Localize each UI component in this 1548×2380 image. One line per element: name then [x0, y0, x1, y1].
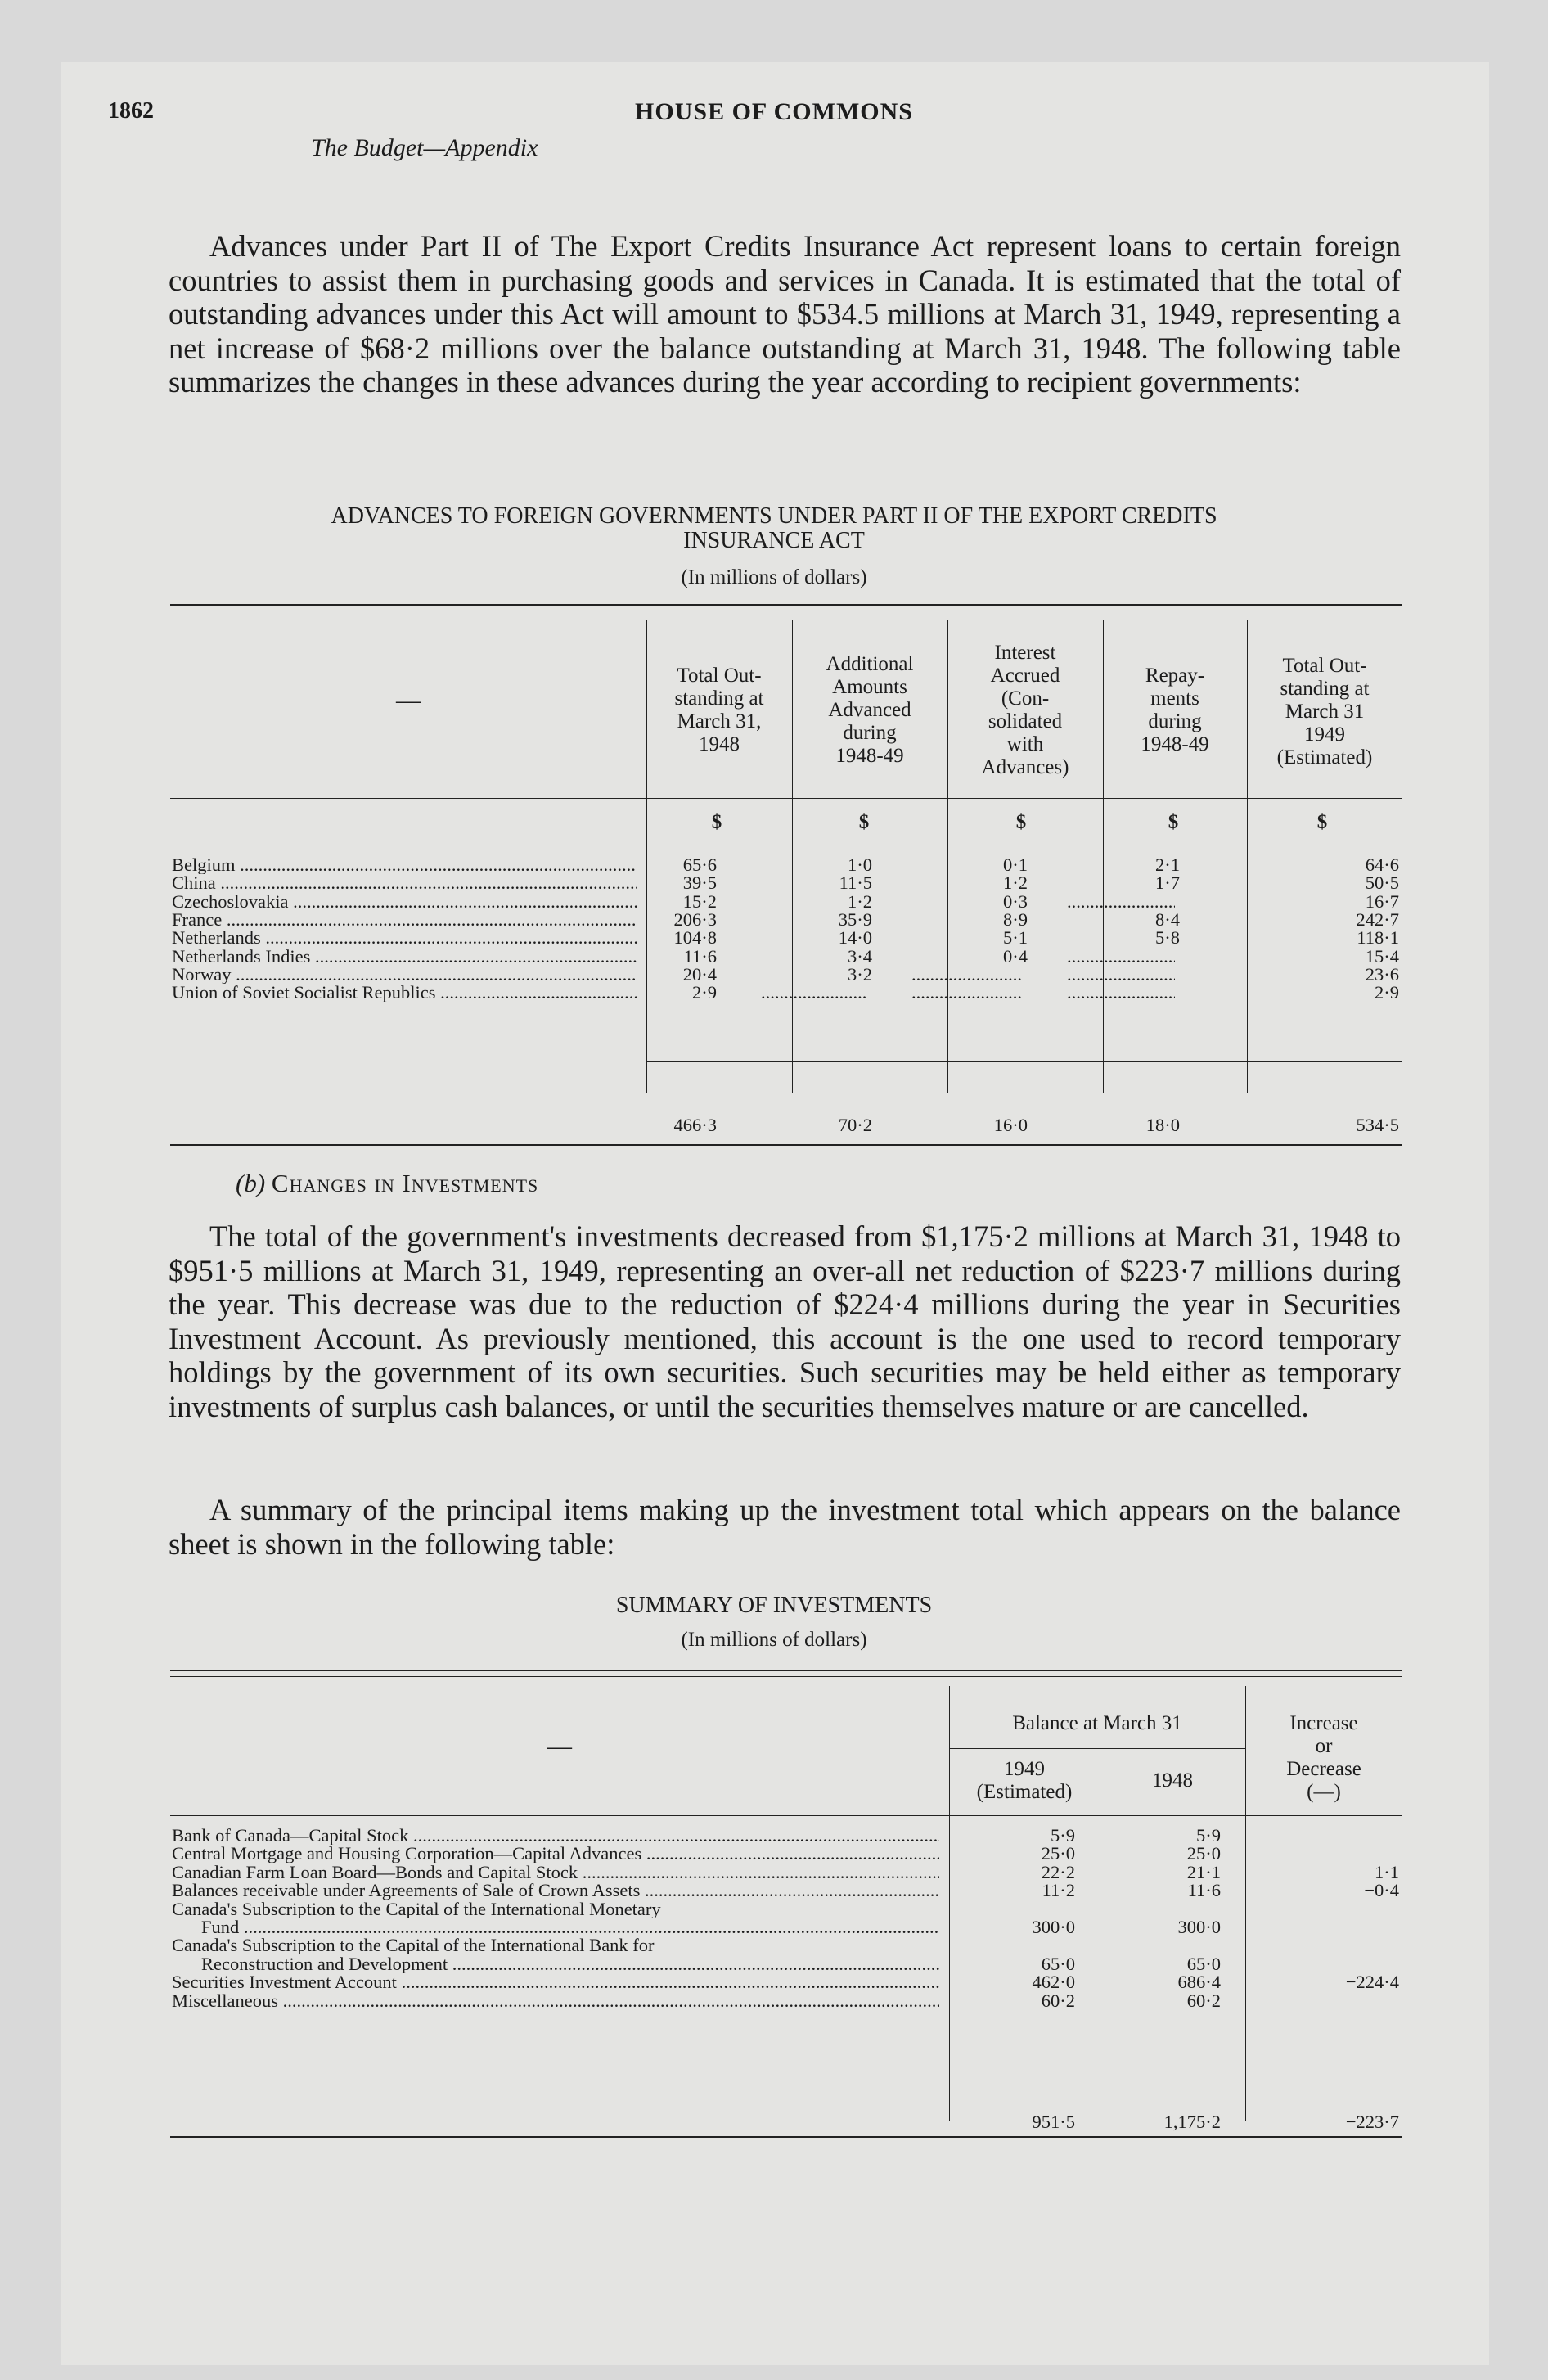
- table1-cell: 64·6: [1365, 854, 1399, 875]
- table1-cell: 206·3: [673, 908, 717, 930]
- table2-row-label: Bank of Canada—Capital Stock .....: [172, 1827, 939, 1845]
- leader-dots: [911, 984, 1023, 1002]
- investments-paragraph: The total of the government's investments decreased from $1,175·2 millions at March 31, 1948 to $951·5 millions at March 31, 1949, representing an over-all net reduction of $223·7 millions during the year. This decrease was due to the reduction of $224·4 millions during the year in Securities Investment Account. As previously mentioned, this account is the one used to record temporary holdings by the government of its own securities. Such securities may be held either as temporary investments of surplus cash balances, or until the securities themselves mature or are cancelled.: [169, 1219, 1401, 1423]
- table2-row-label: Canada's Subscription to the Capital of the International Bank for: [172, 1936, 655, 1955]
- leader-dots: [1067, 966, 1175, 984]
- table1-cell: 15·4: [1365, 945, 1399, 967]
- table2-cell: 1·1: [1375, 1861, 1399, 1882]
- table1-stub-header: —: [396, 687, 421, 714]
- table1-cell: 0·3: [1003, 890, 1028, 912]
- table2-cell: 11·2: [1042, 1880, 1075, 1901]
- table1-currency-row: $ $ $ $ $: [711, 811, 1328, 833]
- table1-cell: 242·7: [1356, 908, 1399, 930]
- table2-cell: 21·1: [1186, 1861, 1221, 1882]
- leader-dots: [1067, 984, 1175, 1002]
- table2-col-1948: 1948: [1152, 1769, 1193, 1792]
- table1-cell: 2·9: [692, 982, 717, 1003]
- table1-row: [172, 856, 1402, 874]
- table2-row: [172, 1992, 1402, 2010]
- table1-col-header-5: Total Out- standing at March 31 1949 (Estimated): [1276, 655, 1373, 769]
- table2-cell: 300·0: [1177, 1917, 1221, 1937]
- table1-row-label: Netherlands Indies .....: [172, 948, 637, 966]
- table2-totals-row: [172, 2113, 1402, 2131]
- table1-cell: 118·1: [1357, 927, 1399, 949]
- table1-cell: 15·2: [682, 890, 717, 912]
- page-subtitle: The Budget—Appendix: [311, 134, 538, 161]
- table2-row-label: Miscellaneous .....: [172, 1992, 939, 2010]
- table2-row-label: Central Mortgage and Housing Corporation—Capital Advances .....: [172, 1845, 939, 1863]
- table1-cell: 8·4: [1155, 908, 1180, 930]
- table1-cell: 5·8: [1155, 927, 1180, 949]
- table1-total-2: 70·2: [838, 1115, 872, 1135]
- table1-col-header-4: Repay- ments during 1948-49: [1141, 665, 1209, 755]
- table2-cell: 65·0: [1186, 1953, 1221, 1974]
- table1-cell: 39·5: [682, 872, 717, 894]
- table1-row-label: Czechoslovakia .....: [172, 893, 637, 911]
- page-title: HOUSE OF COMMONS: [635, 98, 913, 125]
- table2-unit: (In millions of dollars): [681, 1629, 867, 1651]
- table2-row-label: Canadian Farm Loan Board—Bonds and Capital Stock .....: [172, 1864, 939, 1882]
- table2-cell: 25·0: [1041, 1843, 1075, 1864]
- table1-row-label: France .....: [172, 911, 637, 929]
- table1-cell: 2·9: [1375, 982, 1399, 1003]
- table1-cell: 1·0: [848, 854, 872, 875]
- section-b-heading: (b) Changes in Investments: [236, 1169, 539, 1197]
- table1-cell: 2·1: [1155, 854, 1180, 875]
- table1-cell: 3·4: [848, 945, 872, 967]
- table2-row-label-cont: Reconstruction and Development .....: [201, 1955, 939, 1973]
- table1-col-header-3: Interest Accrued (Con- solidated with Advances): [981, 642, 1069, 778]
- table2-total-change: −223·7: [1345, 2112, 1399, 2132]
- leader-dots: [911, 966, 1023, 984]
- table2-row: [172, 1882, 1402, 1900]
- table1-cell: 16·7: [1365, 890, 1399, 912]
- table2-cell: 5·9: [1196, 1825, 1221, 1846]
- table2-group-header: Balance at March 31: [1012, 1712, 1182, 1734]
- table1-row: [172, 929, 1402, 947]
- table1-cell: 23·6: [1365, 963, 1399, 985]
- table1-row-label: Union of Soviet Socialist Republics .....: [172, 984, 637, 1002]
- table1-cell: 104·8: [673, 927, 717, 949]
- table2-cell: 300·0: [1032, 1917, 1075, 1937]
- table1-cell: 8·9: [1003, 908, 1028, 930]
- table2-title: SUMMARY OF INVESTMENTS: [615, 1593, 933, 1618]
- intro-paragraph: Advances under Part II of The Export Credits Insurance Act represent loans to certain foreign countries to assist them in purchasing goods and services in Canada. It is estimated that the total of outstanding advances under this Act will amount to $534.5 millions at March 31, 1949, representing a net increase of $68·2 millions over the balance outstanding at March 31, 1948. The following table summarizes the changes in these advances during the year according to recipient governments:: [169, 229, 1401, 399]
- table2-cell: −224·4: [1345, 1972, 1399, 1993]
- table2-total-1948: 1,175·2: [1163, 2112, 1221, 2132]
- table2-row: [172, 1845, 1402, 1863]
- table2-row-label-cont: Fund .....: [201, 1918, 939, 1936]
- table1-cell: 65·6: [682, 854, 717, 875]
- table2-cell: 462·0: [1032, 1972, 1075, 1993]
- table1-cell: 50·5: [1365, 872, 1399, 894]
- table2-cell: 65·0: [1041, 1953, 1075, 1974]
- table2-row: [172, 1827, 1402, 1845]
- table1-totals-row: [172, 1116, 1402, 1134]
- summary-intro-paragraph: A summary of the principal items making up the investment total which appears on the balance sheet is shown in the following table:: [169, 1493, 1401, 1561]
- table2-cell: 60·2: [1041, 1990, 1075, 2011]
- table2-col-change: Increase or Decrease (—): [1286, 1712, 1361, 1803]
- leader-dots: [761, 984, 867, 1002]
- table1-row-label: Norway .....: [172, 966, 637, 984]
- table1-cell: 3·2: [848, 963, 872, 985]
- table1-cell: 5·1: [1003, 927, 1028, 949]
- table1-row-label: Netherlands .....: [172, 929, 637, 947]
- table1-row-label: China .....: [172, 874, 637, 892]
- table2-cell: 5·9: [1051, 1825, 1075, 1846]
- table1-row: [172, 984, 1402, 1002]
- table2-row: [172, 1936, 1402, 1954]
- table2-row: [172, 1900, 1402, 1918]
- table1-total-3: 16·0: [993, 1115, 1028, 1135]
- table2-cell: 11·6: [1187, 1880, 1221, 1901]
- table1-cell: 0·1: [1003, 854, 1028, 875]
- table1-title: ADVANCES TO FOREIGN GOVERNMENTS UNDER PART II OF THE EXPORT CREDITS INSURANCE ACT: [331, 503, 1217, 553]
- table1-total-1: 466·3: [673, 1115, 717, 1135]
- page: [61, 62, 1489, 2365]
- table2-col-1949: 1949 (Estimated): [976, 1758, 1073, 1803]
- table1-col-header-1: Total Out- standing at March 31, 1948: [674, 665, 764, 755]
- table2-row: [172, 1861, 1402, 1882]
- table2-stub-header: —: [547, 1733, 572, 1760]
- table1-total-4: 18·0: [1145, 1115, 1180, 1135]
- table2-row-label: Canada's Subscription to the Capital of the International Monetary: [172, 1900, 661, 1918]
- table1-cell: 1·2: [1003, 872, 1028, 894]
- table2-row-label: Securities Investment Account .....: [172, 1973, 939, 1991]
- table1-row: [172, 945, 1402, 967]
- table1-cell: 1·2: [848, 890, 872, 912]
- table1-row: [172, 874, 1402, 892]
- table1-cell: 11·5: [839, 872, 872, 894]
- table2-row-cont: [172, 1918, 1402, 1936]
- table2-cell: −0·4: [1364, 1880, 1399, 1901]
- table1-unit: (In millions of dollars): [681, 566, 867, 588]
- table1-cell: 11·6: [683, 945, 717, 967]
- table1-row: [172, 908, 1402, 930]
- table1-row-label: Belgium .....: [172, 856, 637, 874]
- table1-col-header-2: Additional Amounts Advanced during 1948-49: [826, 653, 914, 767]
- table2-total-1949: 951·5: [1032, 2112, 1075, 2132]
- table2-cell: 60·2: [1186, 1990, 1221, 2011]
- table1-row: [172, 890, 1402, 912]
- table1-cell: 35·9: [838, 908, 872, 930]
- table2-row-label: Balances receivable under Agreements of Sale of Crown Assets .....: [172, 1882, 939, 1900]
- table2-row: [172, 1973, 1402, 1991]
- leader-dots: [1067, 948, 1175, 966]
- page-number: 1862: [108, 98, 154, 124]
- table1-cell: 1·7: [1155, 872, 1180, 894]
- table2-cell: 22·2: [1041, 1861, 1075, 1882]
- leader-dots: [1067, 893, 1175, 911]
- table1-cell: 0·4: [1003, 945, 1028, 967]
- table1-cell: 20·4: [682, 963, 717, 985]
- table1-total-5: 534·5: [1356, 1115, 1399, 1135]
- table1-row: [172, 963, 1402, 985]
- table2-row-cont: [172, 1955, 1402, 1973]
- table2-cell: 25·0: [1186, 1843, 1221, 1864]
- table2-cell: 686·4: [1177, 1972, 1221, 1993]
- table1-cell: 14·0: [838, 927, 872, 949]
